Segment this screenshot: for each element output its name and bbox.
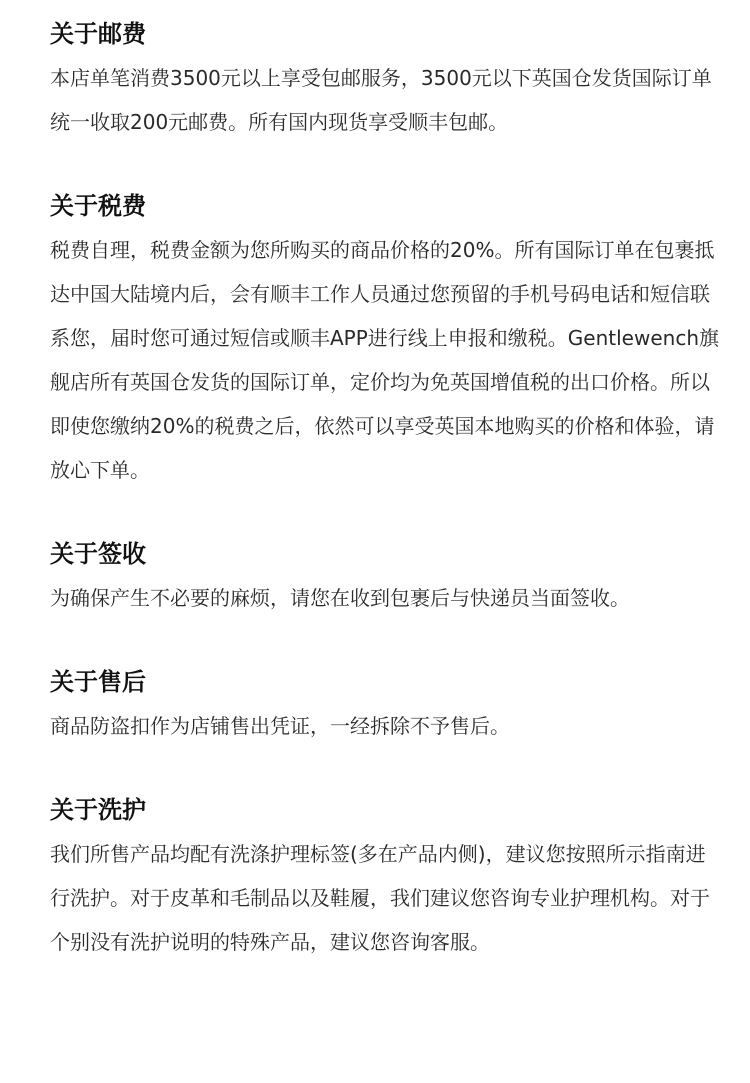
section-title: 关于税费 bbox=[50, 192, 146, 220]
section-body: 本店单笔消费3500元以上享受包邮服务，3500元以下英国仓发货国际订单统一收取200元邮费。所有国内现货享受顺丰包邮。 bbox=[50, 66, 712, 134]
section-title: 关于售后 bbox=[50, 668, 146, 696]
section-delivery-signing bbox=[50, 534, 722, 620]
section-title: 关于签收 bbox=[50, 540, 146, 568]
section-body: 税费自理，税费金额为您所购买的商品价格的20%。所有国际订单在包裹抵达中国大陆境内后，会有顺丰工作人员通过您预留的手机号码电话和短信联系您，届时您可通过短信或顺丰APP进行线上申报和缴税。Gentlewench旗舰店所有英国仓发货的国际订单，定价均为免英国增值税的出口价格。所以即使您缴纳20%的税费之后，依然可以享受英国本地购买的价格和体验，请放心下单。 bbox=[50, 238, 719, 482]
section-taxes bbox=[50, 186, 722, 492]
section-care-instructions bbox=[50, 790, 722, 964]
section-body: 为确保产生不必要的麻烦，请您在收到包裹后与快递员当面签收。 bbox=[50, 586, 630, 610]
section-title: 关于洗护 bbox=[50, 796, 146, 824]
section-shipping-fees bbox=[50, 14, 722, 144]
section-after-sales bbox=[50, 662, 722, 748]
section-body: 我们所售产品均配有洗涤护理标签(多在产品内侧)，建议您按照所示指南进行洗护。对于皮革和毛制品以及鞋履，我们建议您咨询专业护理机构。对于个别没有洗护说明的特殊产品，建议您咨询客服。 bbox=[50, 842, 710, 954]
section-title: 关于邮费 bbox=[50, 20, 146, 48]
section-body: 商品防盗扣作为店铺售出凭证，一经拆除不予售后。 bbox=[50, 714, 510, 738]
